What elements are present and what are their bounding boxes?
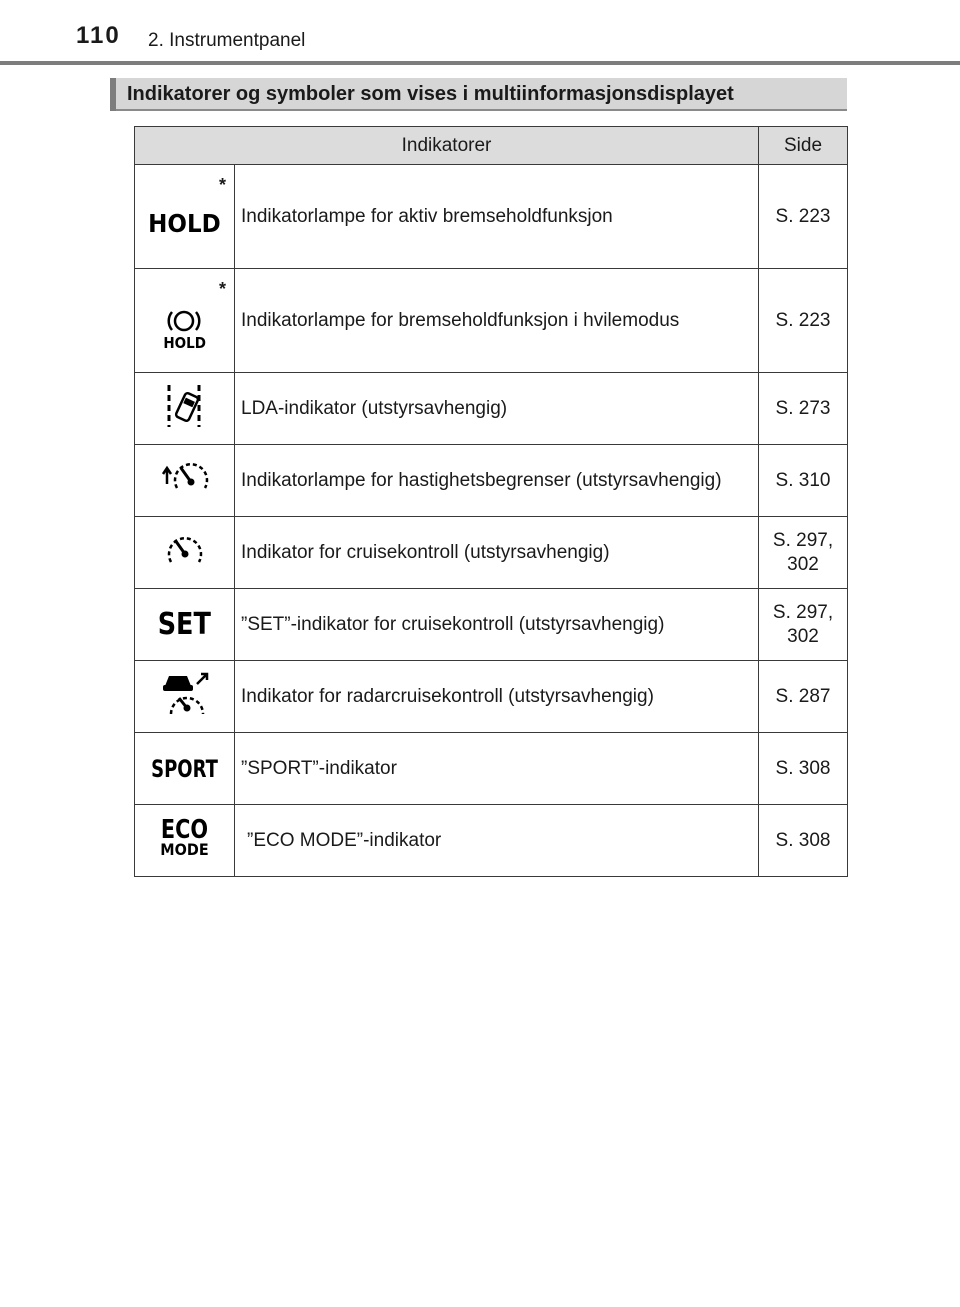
lane-departure-icon	[163, 381, 207, 431]
page-ref-cell: S. 297, 302	[759, 589, 848, 661]
asterisk: *	[218, 175, 226, 195]
icon-cell	[135, 517, 235, 589]
description-cell: Indikator for cruisekontroll (utstyrsavhengig)	[235, 517, 759, 589]
set-text-icon: SET	[157, 607, 212, 642]
chapter-title: 2. Instrumentpanel	[148, 30, 306, 51]
asterisk: *	[218, 279, 226, 299]
page-ref-cell: S. 297, 302	[759, 517, 848, 589]
icon-cell	[135, 733, 235, 805]
table-row	[135, 589, 848, 661]
description-cell: ”SET”-indikator for cruisekontroll (utstyrsavhengig)	[235, 589, 759, 661]
table-row	[135, 165, 848, 269]
speed-limiter-icon	[157, 456, 213, 500]
brake-hold-standby-icon	[161, 306, 208, 352]
description-cell: Indikatorlampe for bremseholdfunksjon i hvilemodus	[235, 269, 759, 373]
description-cell: ”SPORT”-indikator	[235, 733, 759, 805]
column-header-indicators: Indikatorer	[135, 127, 759, 165]
page-number: 110	[76, 22, 121, 49]
description-cell: ”ECO MODE”-indikator	[235, 805, 759, 877]
hold-small-label: HOLD	[163, 333, 206, 352]
table-row	[135, 733, 848, 805]
icon-cell	[135, 269, 235, 373]
icon-cell	[135, 165, 235, 269]
section-heading: Indikatorer og symboler som vises i multiinformasjonsdisplayet	[110, 78, 847, 111]
description-cell: Indikatorlampe for aktiv bremseholdfunksjon	[235, 165, 759, 269]
table-row	[135, 517, 848, 589]
cruise-control-icon	[163, 530, 207, 570]
icon-cell	[135, 445, 235, 517]
page-ref-cell: S. 223	[759, 165, 848, 269]
header-rule	[0, 61, 960, 65]
icon-cell	[135, 589, 235, 661]
page-ref-cell: S. 223	[759, 269, 848, 373]
icon-cell	[135, 373, 235, 445]
table-row	[135, 661, 848, 733]
page-ref-cell: S. 308	[759, 805, 848, 877]
mode-label: MODE	[160, 840, 209, 859]
table-header-row	[135, 127, 848, 165]
description-cell: Indikator for radarcruisekontroll (utstyrsavhengig)	[235, 661, 759, 733]
eco-mode-text-icon	[155, 815, 214, 860]
page-ref-cell: S. 308	[759, 733, 848, 805]
indicator-table	[134, 126, 848, 877]
page-ref-cell: S. 273	[759, 373, 848, 445]
table-row	[135, 373, 848, 445]
table-row	[135, 269, 848, 373]
hold-text-icon: HOLD	[148, 209, 221, 238]
description-cell: Indikatorlampe for hastighetsbegrenser (utstyrsavhengig)	[235, 445, 759, 517]
icon-cell	[135, 805, 235, 877]
radar-cruise-icon	[157, 670, 213, 718]
sport-text-icon: SPORT	[151, 754, 218, 783]
icon-cell	[135, 661, 235, 733]
description-cell: LDA-indikator (utstyrsavhengig)	[235, 373, 759, 445]
table-row	[135, 805, 848, 877]
page-ref-cell: S. 310	[759, 445, 848, 517]
table-row	[135, 445, 848, 517]
page-ref-cell: S. 287	[759, 661, 848, 733]
column-header-page: Side	[759, 127, 848, 165]
eco-label: ECO	[160, 815, 209, 845]
